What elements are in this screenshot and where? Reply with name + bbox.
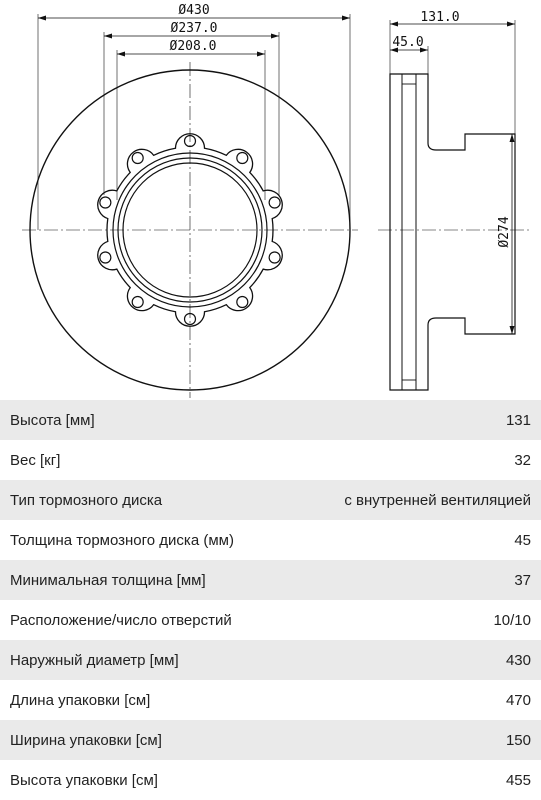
spec-row <box>0 560 541 600</box>
bolt-hole <box>132 297 143 308</box>
dim-disc-thickness: 45.0 <box>392 35 424 50</box>
spec-label: Толщина тормозного диска (мм) <box>10 531 234 549</box>
dim-bore-diameter: Ø208.0 <box>169 39 217 54</box>
spec-value: 10/10 <box>493 611 531 629</box>
bolt-hole <box>100 252 111 263</box>
spec-label: Расположение/число отверстий <box>10 611 232 629</box>
spec-label: Ширина упаковки [см] <box>10 731 162 749</box>
bolt-hole <box>237 297 248 308</box>
spec-row <box>0 600 541 640</box>
spec-value: 45 <box>514 531 531 549</box>
dim-hat-diameter: Ø274 <box>497 216 512 248</box>
spec-value: 430 <box>505 651 531 669</box>
spec-value: 470 <box>505 691 531 709</box>
spec-row <box>0 400 541 440</box>
spec-value: 150 <box>505 731 531 749</box>
bolt-hole <box>132 153 143 164</box>
spec-label: Минимальная толщина [мм] <box>10 571 206 589</box>
spec-row <box>0 760 541 800</box>
spec-label: Вес [кг] <box>10 451 61 469</box>
spec-value: 455 <box>505 771 531 789</box>
dim-outer-diameter: Ø430 <box>178 3 210 18</box>
bolt-hole <box>237 153 248 164</box>
specifications-table <box>0 400 541 800</box>
spec-value: 131 <box>505 411 531 429</box>
spec-label: Высота упаковки [см] <box>10 771 158 789</box>
bolt-hole <box>269 252 280 263</box>
spec-row <box>0 720 541 760</box>
spec-row <box>0 480 541 520</box>
spec-label: Тип тормозного диска <box>10 491 163 509</box>
spec-label: Длина упаковки [см] <box>10 691 151 709</box>
spec-value: 37 <box>514 571 531 589</box>
dim-total-height: 131.0 <box>420 10 460 25</box>
spec-value: 32 <box>514 451 531 469</box>
bolt-hole <box>269 197 280 208</box>
spec-value: с внутренней вентиляцией <box>344 491 531 509</box>
spec-row <box>0 440 541 480</box>
bolt-hole <box>100 197 111 208</box>
spec-label: Наружный диаметр [мм] <box>10 651 179 669</box>
dim-hub-diameter: Ø237.0 <box>170 21 218 36</box>
vent-cap-bottom <box>402 380 416 390</box>
spec-label: Высота [мм] <box>10 411 95 429</box>
spec-row <box>0 520 541 560</box>
spec-row <box>0 640 541 680</box>
side-view-dimensions <box>390 10 515 334</box>
front-view <box>22 62 358 398</box>
vent-cap-top <box>402 74 416 84</box>
spec-row <box>0 680 541 720</box>
